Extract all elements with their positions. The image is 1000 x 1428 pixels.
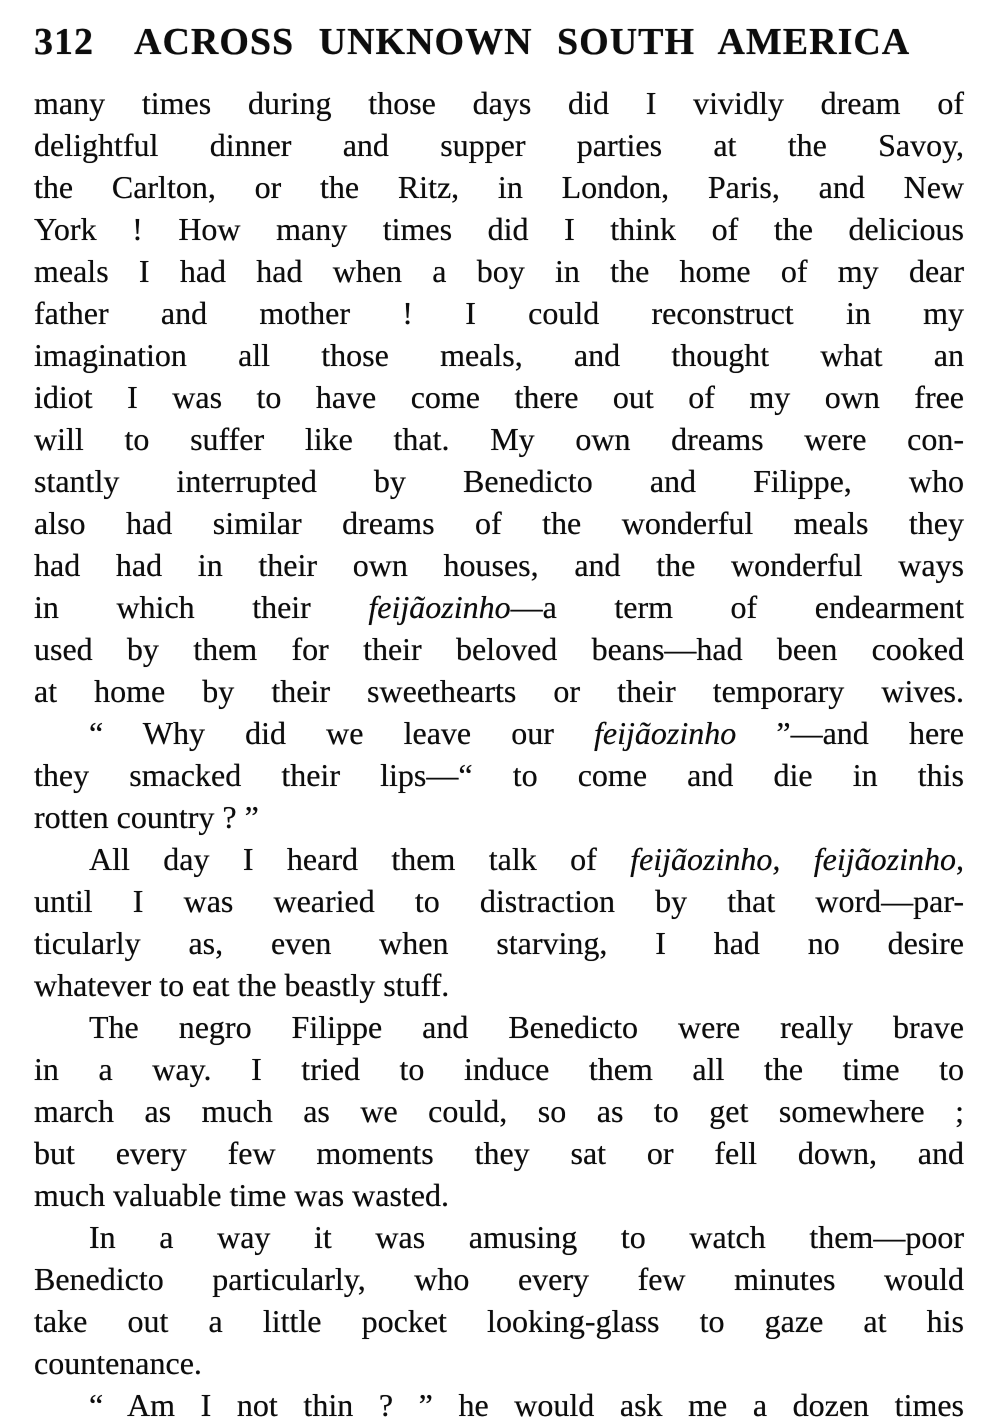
text-segment: they smacked their lips—“ to come and die in this <box>34 757 964 793</box>
italic-text: feijãozinho <box>594 715 737 751</box>
text-segment: idiot I was to have come there out of my own free <box>34 379 964 415</box>
text-line <box>34 880 964 922</box>
text-line <box>34 628 964 670</box>
text-segment: “ Why did we leave our <box>89 715 595 751</box>
text-line <box>34 670 964 712</box>
text-line <box>34 1090 964 1132</box>
text-segment: take out a little pocket looking-glass to gaze at his <box>34 1303 964 1339</box>
text-line <box>34 250 964 292</box>
text-line <box>34 502 964 544</box>
text-line <box>34 838 964 880</box>
text-line <box>34 460 964 502</box>
text-segment: but every few moments they sat or fell down, and <box>34 1135 964 1171</box>
text-line <box>34 754 964 796</box>
text-line <box>34 166 964 208</box>
text-segment: ticularly as, even when starving, I had no desire <box>34 925 964 961</box>
text-line <box>34 1300 964 1342</box>
text-line <box>34 1006 964 1048</box>
page-number: 312 <box>34 21 94 63</box>
page-header <box>34 20 964 64</box>
text-segment: will to suffer like that. My own dreams were con- <box>34 421 964 457</box>
text-line <box>34 1384 964 1426</box>
text-segment: delightful dinner and supper parties at the Savoy, <box>34 127 964 163</box>
text-line <box>34 124 964 166</box>
text-segment: All day I heard them talk of <box>89 841 631 877</box>
text-line <box>34 1258 964 1300</box>
text-line <box>34 376 964 418</box>
text-segment: much valuable time was wasted. <box>34 1177 449 1213</box>
italic-text: feijãozinho, feijãozinho, <box>630 841 964 877</box>
text-segment: in a way. I tried to induce them all the time to <box>34 1051 964 1087</box>
text-segment: ”—and here <box>736 715 964 751</box>
text-line <box>34 586 964 628</box>
running-title: ACROSS UNKNOWN SOUTH AMERICA <box>134 21 911 63</box>
italic-text: feijãozinho <box>368 589 511 625</box>
text-segment: also had similar dreams of the wonderful meals they <box>34 505 964 541</box>
text-segment: —a term of endearment <box>510 589 965 625</box>
text-line <box>34 292 964 334</box>
text-segment: whatever to eat the beastly stuff. <box>34 967 450 1003</box>
text-segment: stantly interrupted by Benedicto and Filippe, who <box>34 463 964 499</box>
text-segment: In a way it was amusing to watch them—poor <box>89 1219 964 1255</box>
text-segment: in which their <box>34 589 369 625</box>
text-line <box>34 208 964 250</box>
text-line <box>34 1174 964 1216</box>
text-segment: march as much as we could, so as to get somewhere ; <box>34 1093 964 1129</box>
text-segment: at home by their sweethearts or their temporary wives. <box>34 673 964 709</box>
text-segment: meals I had had when a boy in the home of my dear <box>34 253 964 289</box>
text-line <box>34 418 964 460</box>
text-line <box>34 964 964 1006</box>
text-segment: York ! How many times did I think of the delicious <box>34 211 964 247</box>
text-line <box>34 334 964 376</box>
text-segment: rotten country ? ” <box>34 799 259 835</box>
text-segment: father and mother ! I could reconstruct in my <box>34 295 964 331</box>
text-segment: “ Am I not thin ? ” he would ask me a dozen times <box>89 1387 964 1423</box>
text-line <box>34 712 964 754</box>
text-line <box>34 1216 964 1258</box>
text-segment: imagination all those meals, and thought what an <box>34 337 964 373</box>
text-segment: the Carlton, or the Ritz, in London, Paris, and New <box>34 169 964 205</box>
text-segment: used by them for their beloved beans—had been cooked <box>34 631 964 667</box>
text-line <box>34 922 964 964</box>
text-segment: The negro Filippe and Benedicto were really brave <box>89 1009 964 1045</box>
text-line <box>34 1132 964 1174</box>
text-segment: had had in their own houses, and the wonderful ways <box>34 547 964 583</box>
page-body <box>34 82 964 1426</box>
text-line <box>34 1342 964 1384</box>
text-line <box>34 82 964 124</box>
text-segment: Benedicto particularly, who every few minutes would <box>34 1261 964 1297</box>
text-line <box>34 796 964 838</box>
text-line <box>34 544 964 586</box>
text-segment: many times during those days did I vividly dream of <box>34 85 964 121</box>
text-segment: countenance. <box>34 1345 202 1381</box>
text-segment: until I was wearied to distraction by that word—par- <box>34 883 964 919</box>
text-line <box>34 1048 964 1090</box>
